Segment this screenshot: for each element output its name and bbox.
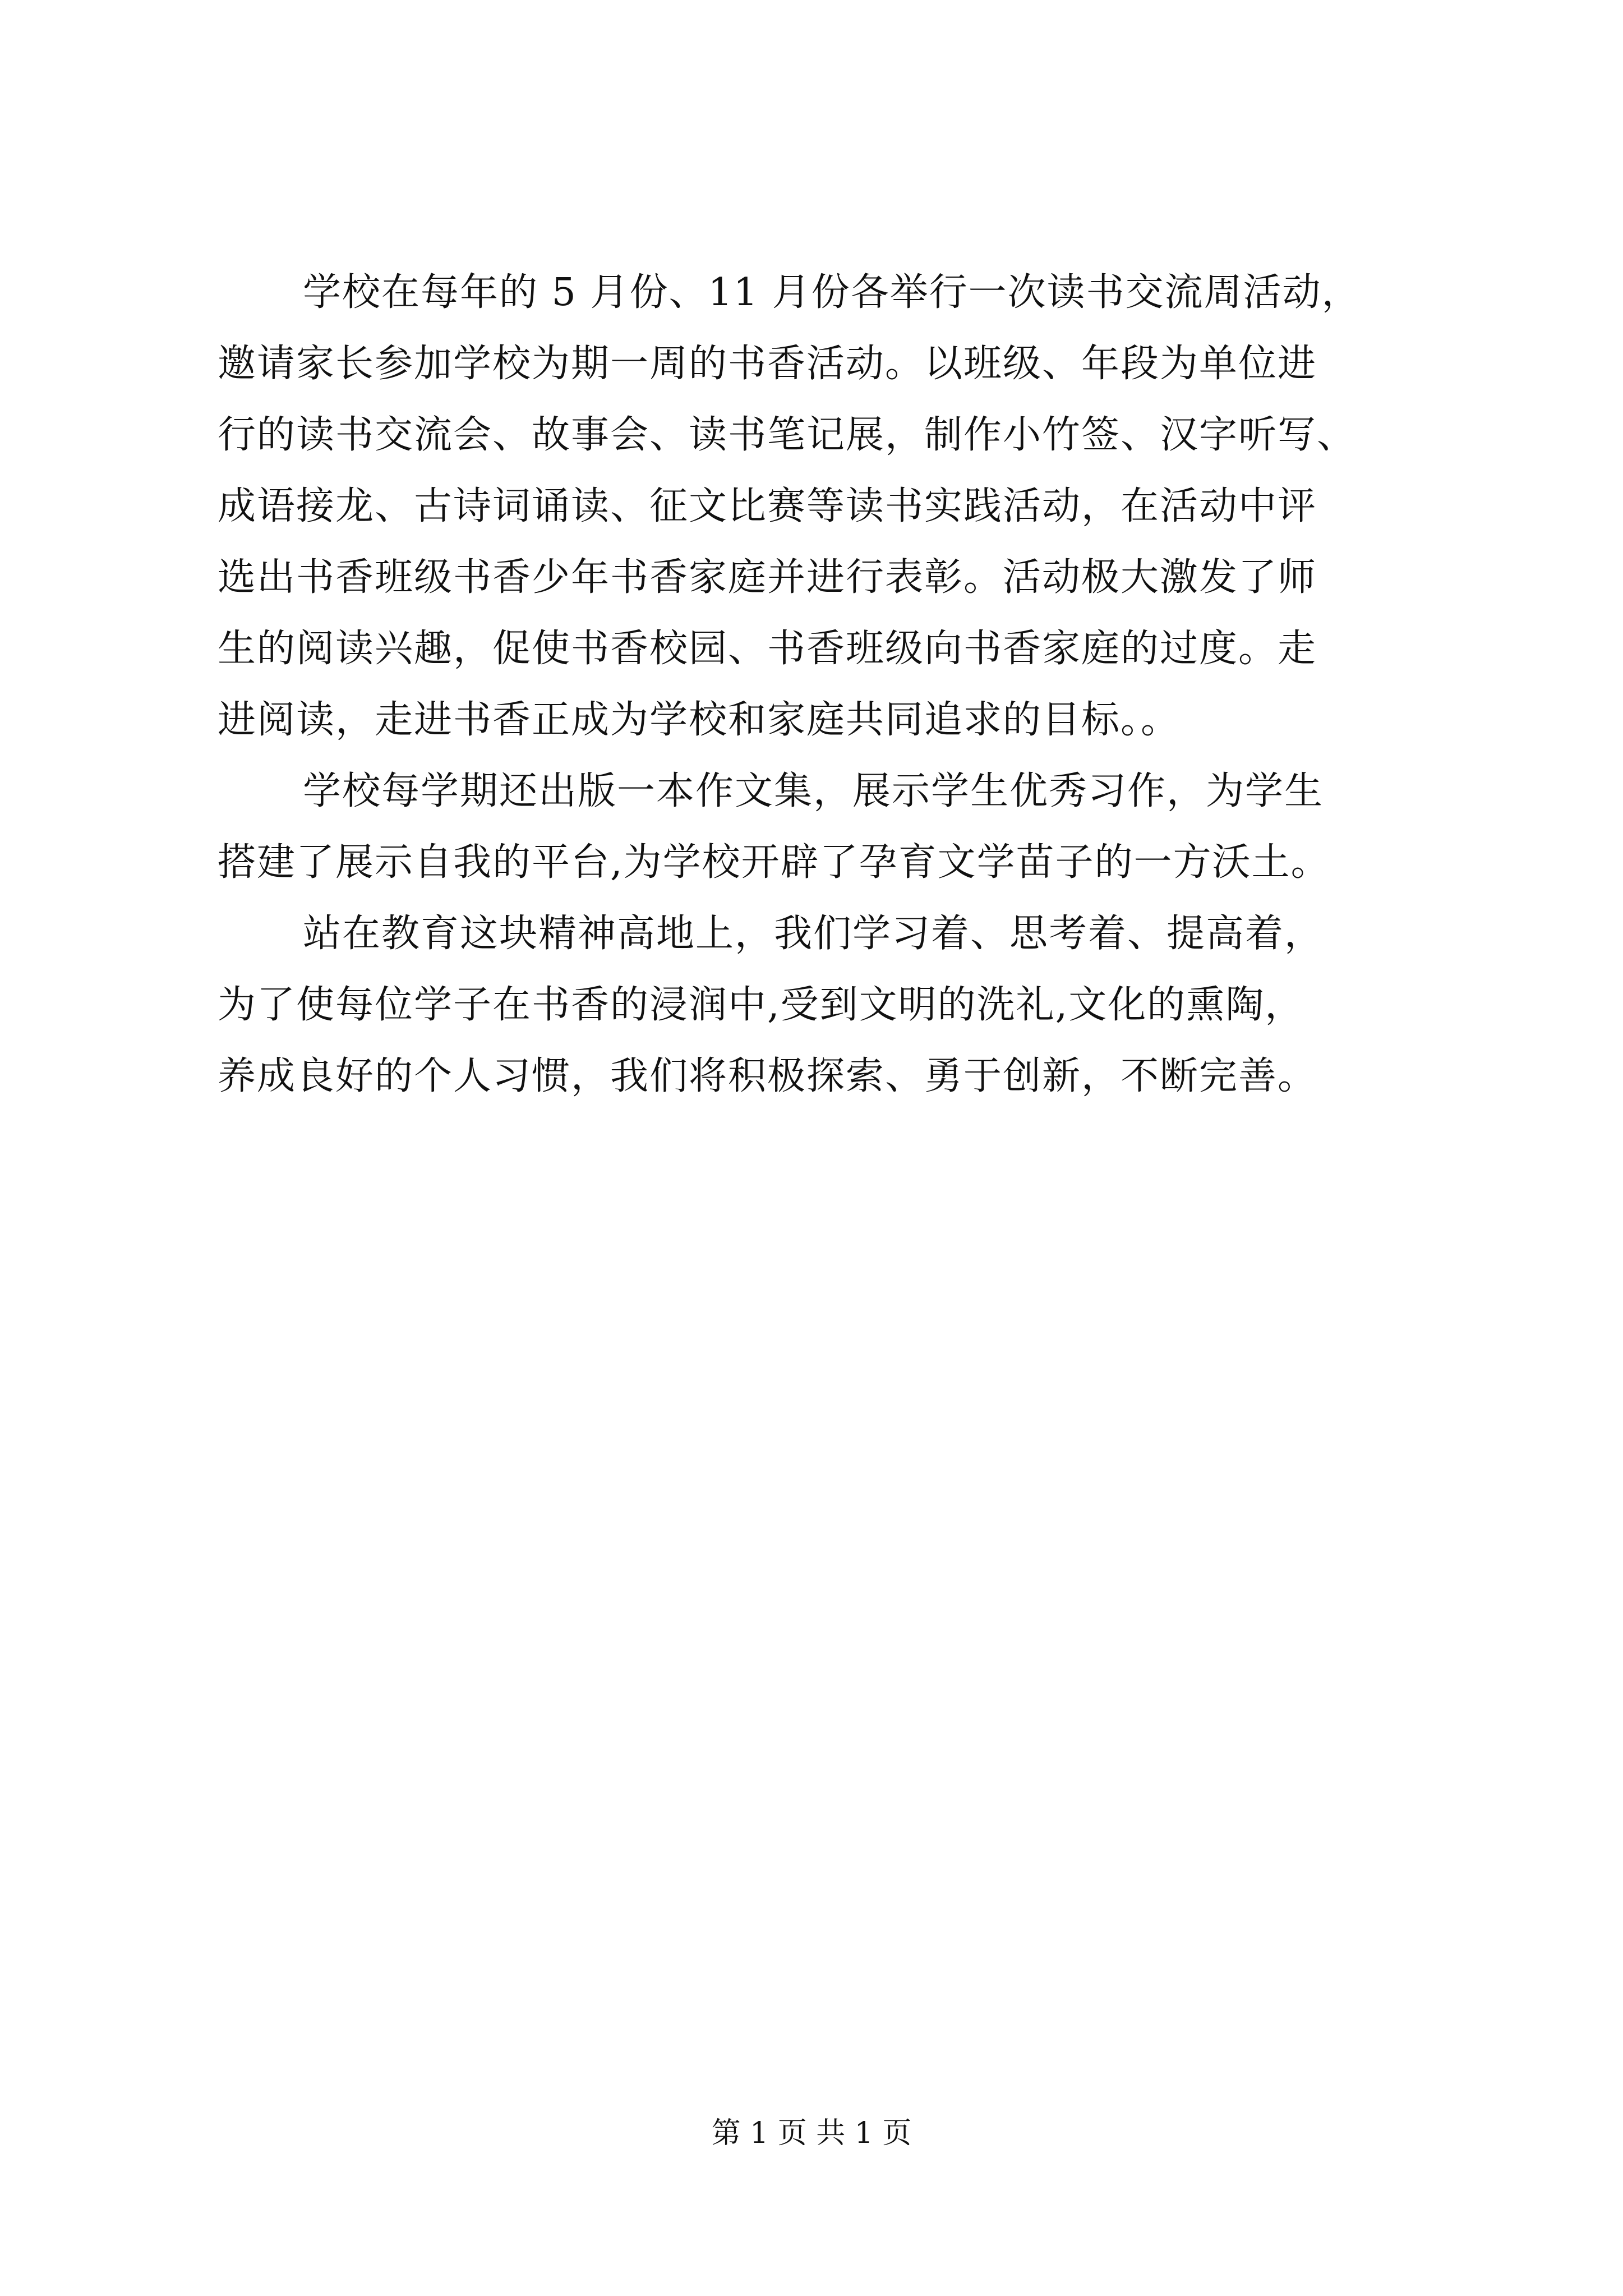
paragraph-essay-collection <box>218 756 1429 898</box>
paragraph-line: 进阅读，走进书香正成为学校和家庭共同追求的目标。。 <box>218 698 1181 742</box>
page-footer: 第 1 页 共 1 页 <box>711 2116 912 2150</box>
paragraph-line: 邀请家长参加学校为期一周的书香活动。以班级、年段为单位进 <box>218 342 1317 386</box>
document-body <box>218 257 1429 1112</box>
paragraph-line: 行的读书交流会、故事会、读书笔记展，制作小竹签、汉字听写、 <box>218 413 1357 457</box>
paragraph-line: 站在教育这块精神高地上，我们学习着、思考着、提高着， <box>303 912 1324 956</box>
paragraph-line: 选出书香班级书香少年书香家庭并进行表彰。活动极大激发了师 <box>218 555 1317 600</box>
paragraph-line: 成语接龙、古诗词诵读、征文比赛等读书实践活动，在活动中评 <box>218 484 1317 528</box>
paragraph-line: 学校每学期还出版一本作文集，展示学生优秀习作，为学生 <box>303 769 1324 813</box>
paragraph-reading-week <box>218 257 1429 756</box>
paragraph-conclusion <box>218 898 1429 1112</box>
paragraph-line: 为了使每位学子在书香的浸润中,受到文明的洗礼,文化的熏陶， <box>218 983 1304 1027</box>
paragraph-line: 搭建了展示自我的平台,为学校开辟了孕育文学苗子的一方沃土。 <box>218 840 1330 885</box>
paragraph-line: 生的阅读兴趣，促使书香校园、书香班级向书香家庭的过度。走 <box>218 627 1317 671</box>
paragraph-line: 学校在每年的 5 月份、11 月份各举行一次读书交流周活动， <box>303 270 1361 315</box>
paragraph-line: 养成良好的个人习惯，我们将积极探索、勇于创新，不断完善。 <box>218 1054 1317 1098</box>
